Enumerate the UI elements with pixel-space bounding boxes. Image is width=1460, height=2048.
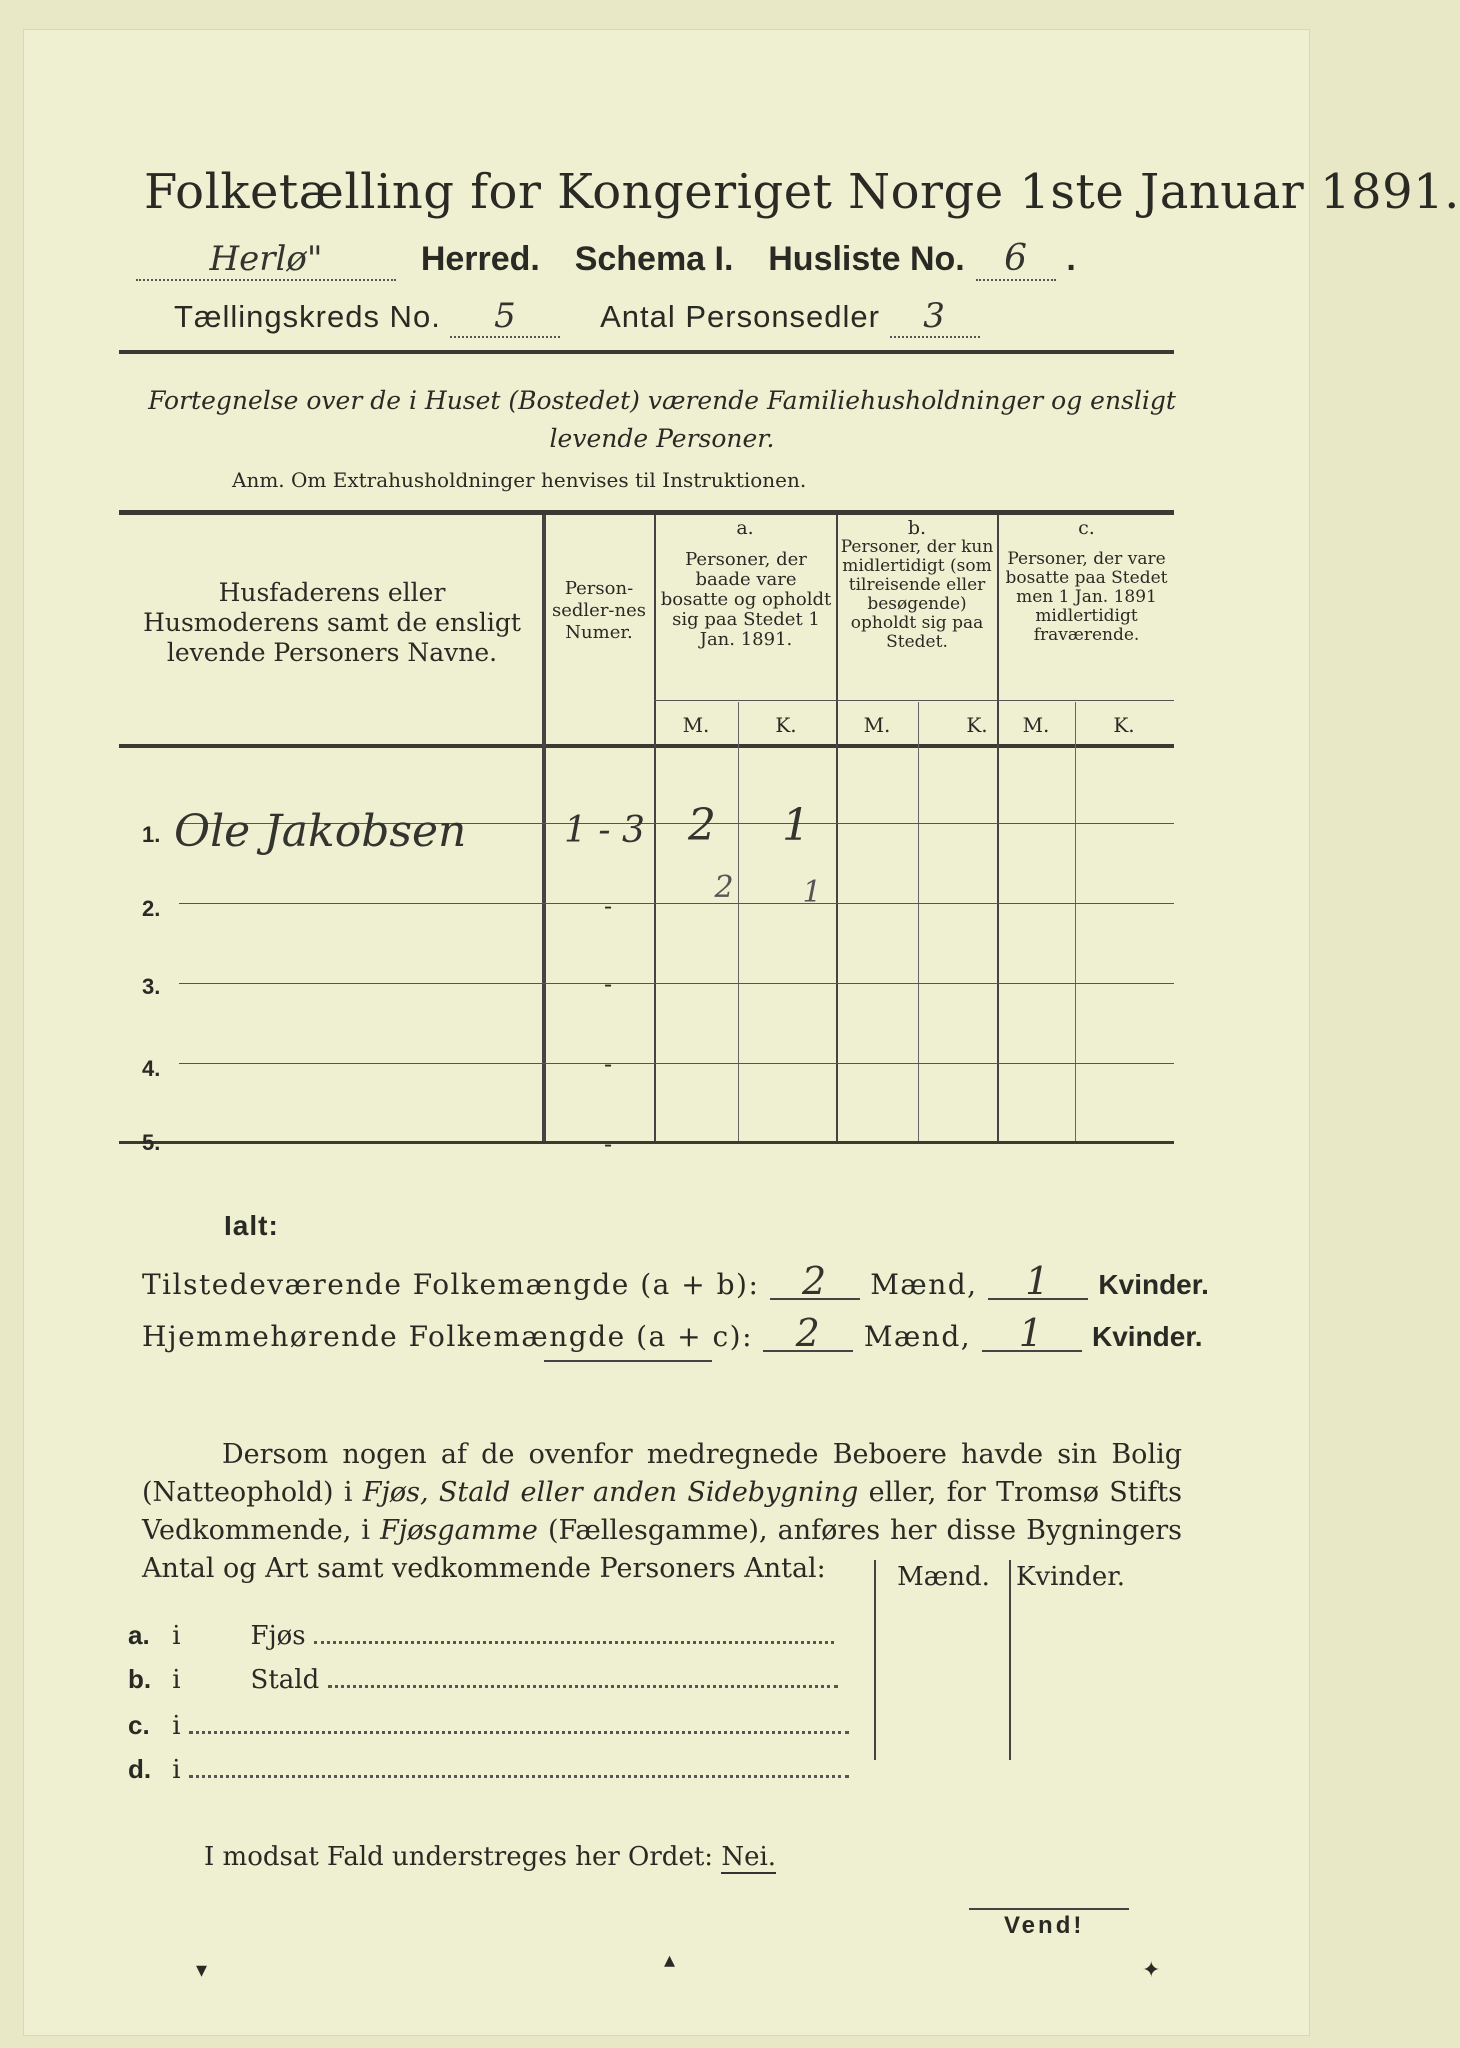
b-m-label: M. [863, 713, 891, 737]
maend-label: Mænd, [870, 1268, 978, 1301]
item-i: i [172, 1665, 181, 1695]
a-k-label: K. [775, 713, 797, 737]
antal-label: Antal Personsedler [600, 299, 880, 334]
census-form [24, 30, 1460, 2035]
a-m-value: 2 [688, 800, 716, 851]
nei-word: Nei. [721, 1842, 777, 1872]
col-a-text: Personer, der baade vare bosatte og opholdt sig paa Stedet 1 Jan. 1891. [660, 549, 832, 650]
sedler-number: 1 - 3 [564, 810, 645, 851]
kvinder-label: Kvinder. [1091, 1321, 1203, 1352]
herred-label: Herred. [420, 240, 540, 278]
corner-mark: ▾ [196, 1958, 208, 1983]
person-name: Ole Jakobsen [174, 806, 467, 857]
header-rule [119, 350, 1174, 354]
total-present-women: 1 [988, 1264, 1088, 1300]
col-c-letter: c. [1078, 517, 1095, 539]
building-item-c [128, 1710, 863, 1741]
sedler-number: - [604, 892, 613, 920]
herred-value: Herlø" [136, 239, 396, 281]
building-item-d [128, 1754, 863, 1785]
center-mark: ▴ [664, 1948, 676, 1973]
item-label: Fjøs [250, 1621, 306, 1651]
number-header: Person-sedler-nes Numer. [552, 578, 646, 643]
row-number: 3. [142, 974, 161, 999]
antal-value: 3 [890, 296, 980, 338]
schema-label: Schema I. [574, 240, 734, 278]
paragraph-text: eller, for Tromsø Stifts Vedkommende, i [142, 1477, 1182, 1546]
row-number: 5. [142, 1130, 161, 1155]
form-subtitle: Fortegnelse over de i Huset (Bostedet) værende Familiehusholdninger og ensligt levende Personer. [148, 386, 1176, 453]
vend-label: Vend! [1004, 1912, 1085, 1939]
paragraph-italic: Fjøsgamme [380, 1515, 538, 1546]
kvinder-label: Kvinder. [1098, 1269, 1209, 1300]
c-k-label: K. [1113, 713, 1135, 737]
kreds-line [174, 296, 980, 338]
row-number: 4. [142, 1056, 161, 1081]
a-m-label: M. [682, 713, 710, 737]
total-resident-women: 1 [982, 1316, 1082, 1352]
sedler-number: - [604, 970, 613, 998]
maend-label: Mænd, [863, 1320, 972, 1353]
ialt-label: Ialt: [224, 1210, 279, 1241]
total-resident-line [142, 1311, 1203, 1355]
sedler-number: - [604, 1050, 613, 1078]
kreds-value: 5 [450, 296, 560, 338]
a-m-value: 2 [714, 870, 734, 905]
paragraph-italic: Fjøs, Stald eller anden Sidebygning [362, 1477, 859, 1508]
item-letter: b. [128, 1664, 152, 1694]
herred-line: Herlø" Herred. Schema I. Husliste No. 6 . [136, 238, 1196, 281]
building-item-b [128, 1664, 863, 1695]
item-i: i [172, 1711, 181, 1741]
a-k-value: 1 [782, 800, 810, 851]
total-present-line [142, 1259, 1209, 1303]
kreds-label: Tællingskreds No. [174, 299, 441, 334]
b-k-label: K. [966, 713, 988, 737]
col-c-text: Personer, der vare bosatte paa Stedet men 1 Jan. 1891 midlertidigt fraværende. [1005, 549, 1168, 645]
modsat-text: I modsat Fald understreges her Ordet: [204, 1842, 714, 1872]
total-resident-label: Hjemmehørende Folkemængde (a + c): [142, 1320, 753, 1353]
a-k-value: 1 [802, 875, 822, 910]
building-item-a [128, 1620, 863, 1651]
anm-note: Anm. Om Extrahusholdninger henvises til Instruktionen. [232, 468, 807, 492]
buildings-maend-header: Mænd. [897, 1562, 990, 1592]
total-resident-men: 2 [763, 1316, 853, 1352]
c-m-label: M. [1022, 713, 1050, 737]
col-b-text: Personer, der kun midlertidigt (som tilreisende eller besøgende) opholdt sig paa Stedet. [840, 537, 994, 652]
paragraph-text: Dersom nogen af de ovenfor medregnede Beboere havde sin Bolig (Natteophold) i [142, 1439, 1182, 1508]
item-letter: a. [128, 1620, 150, 1650]
item-letter: d. [128, 1754, 152, 1784]
col-a-letter: a. [736, 517, 754, 539]
total-present-men: 2 [770, 1264, 860, 1300]
col-b-letter: b. [907, 517, 927, 539]
corner-mark: ✦ [1142, 1958, 1161, 1983]
sedler-number: - [604, 1130, 613, 1158]
item-i: i [172, 1621, 181, 1651]
separator-rule [544, 1360, 712, 1362]
name-header: Husfaderens eller Husmoderens samt de ensligt levende Personers Navne. [143, 578, 521, 667]
form-title: Folketælling for Kongeriget Norge 1ste Januar 1891. [144, 164, 1460, 220]
total-present-label: Tilstedeværende Folkemængde (a + b): [142, 1268, 760, 1301]
item-letter: c. [128, 1710, 150, 1740]
husliste-value: 6 [976, 238, 1056, 281]
row-number: 2. [142, 896, 161, 921]
modsat-line [204, 1842, 776, 1872]
husliste-label: Husliste No. [768, 240, 965, 278]
row-number: 1. [142, 822, 161, 847]
item-i: i [172, 1755, 181, 1785]
item-label: Stald [250, 1665, 320, 1695]
buildings-kvinder-header: Kvinder. [1016, 1562, 1126, 1592]
paragraph-text: (Fællesgamme), anføres her disse Bygningers Antal og Art samt vedkommende Personers Antal: [142, 1515, 1182, 1584]
